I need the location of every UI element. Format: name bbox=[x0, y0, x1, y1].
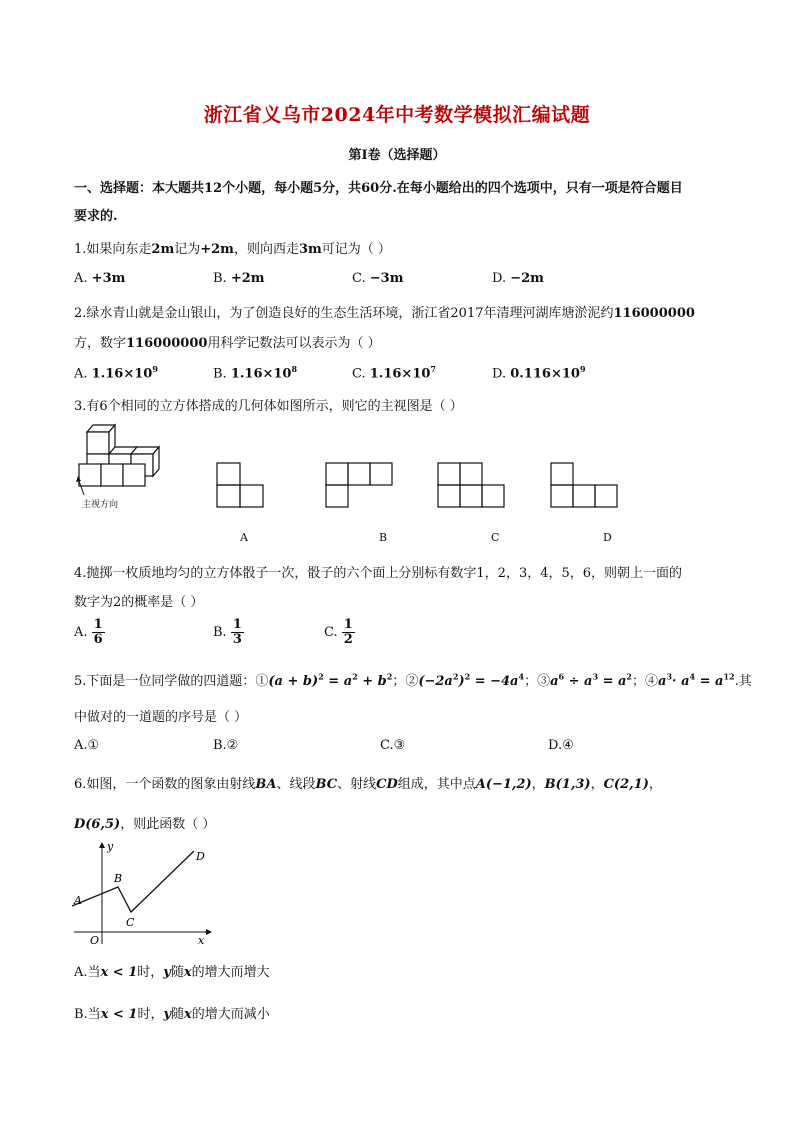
q6-option-a-x: x bbox=[183, 965, 192, 980]
q5-sep-3: ；④ bbox=[632, 674, 659, 689]
q6-option-b-text-4: 的增大而减小 bbox=[191, 1007, 270, 1022]
q6-option-b-condition: x < 1 bbox=[100, 1007, 138, 1022]
q6-option-a-y: y bbox=[163, 965, 171, 980]
q5-expr-3c: = a bbox=[598, 674, 627, 689]
x-axis-arrow bbox=[206, 929, 212, 935]
q4-option-a-numerator: 1 bbox=[93, 617, 103, 632]
q2-option-a-letter: A. bbox=[74, 366, 88, 382]
q5-option-d[interactable]: D.④ bbox=[548, 738, 574, 753]
graph-label-o: O bbox=[90, 934, 100, 947]
q6-option-b-text-3: 随 bbox=[171, 1007, 185, 1022]
q1-value-3: 3m bbox=[298, 242, 322, 257]
page-title: 浙江省义乌市2024年中考数学模拟汇编试题 bbox=[203, 104, 591, 126]
q5-expr-4c: = a bbox=[695, 674, 724, 689]
q6-option-a[interactable] bbox=[74, 961, 270, 980]
graph-label-d: D bbox=[196, 850, 205, 863]
q2-option-a[interactable] bbox=[74, 364, 158, 381]
q5-expr-2b: ) bbox=[458, 674, 465, 689]
q6-point-d: D(6,5) bbox=[74, 817, 121, 832]
q5-expr-3b: ÷ a bbox=[564, 674, 593, 689]
q2-option-c-base: 1.16×10 bbox=[369, 366, 431, 382]
q6-option-a-text-1: A.当 bbox=[74, 965, 101, 980]
q6-line2-text: ，则此函数（ ） bbox=[120, 817, 216, 832]
q2-number-2: 116000000 bbox=[126, 336, 208, 351]
q1-option-c[interactable] bbox=[352, 271, 403, 286]
q4-option-c-denominator: 2 bbox=[343, 632, 353, 647]
q5-option-c[interactable]: C.③ bbox=[380, 738, 406, 753]
question-4-line2: 数字为2的概率是（ ） bbox=[74, 595, 204, 610]
q6-comma-1: ， bbox=[531, 777, 545, 792]
question-6-line2 bbox=[74, 813, 215, 832]
q2-option-a-exp: 9 bbox=[152, 364, 158, 374]
graph-label-y: y bbox=[107, 840, 114, 853]
q6-option-a-condition: x < 1 bbox=[100, 965, 138, 980]
q6-option-a-text-3: 随 bbox=[170, 965, 184, 980]
q1-text-d: 可记为（ ） bbox=[321, 242, 391, 257]
q5-sep-2: ；③ bbox=[524, 674, 551, 689]
q6-option-b[interactable] bbox=[74, 1003, 270, 1022]
question-2-line2 bbox=[74, 332, 381, 351]
q2-text-b: 方，数字 bbox=[74, 336, 127, 351]
q2-option-c[interactable] bbox=[352, 364, 436, 381]
q3-view-direction-label: 主视方向 bbox=[82, 500, 119, 510]
q2-option-c-exp: 7 bbox=[430, 364, 436, 374]
q4-option-b[interactable] bbox=[213, 618, 244, 647]
graph-label-a: A bbox=[74, 894, 82, 907]
q2-option-d-exp: 9 bbox=[579, 364, 586, 374]
q6-option-b-text-1: B.当 bbox=[74, 1007, 101, 1022]
q6-option-a-text-2: 时， bbox=[137, 965, 164, 980]
q1-option-a-value: +3m bbox=[91, 271, 126, 286]
q4-option-c-fraction bbox=[342, 618, 355, 647]
q4-option-b-fraction bbox=[231, 618, 244, 647]
q2-option-d[interactable] bbox=[492, 364, 586, 381]
q6-function-graph bbox=[70, 840, 215, 950]
q6-text-3: 组成，其中点 bbox=[397, 777, 476, 792]
q1-option-b-value: +2m bbox=[230, 271, 265, 286]
q5-expr-2c: = −4a bbox=[470, 674, 519, 689]
q5-expr-1a: (a + b) bbox=[268, 674, 319, 689]
q2-option-b-letter: B. bbox=[213, 366, 227, 382]
y-axis-arrow bbox=[99, 842, 105, 848]
section-instruction-line2: 要求的. bbox=[74, 209, 118, 224]
q5-sep-1: ；② bbox=[392, 674, 419, 689]
q2-option-b[interactable] bbox=[213, 364, 297, 381]
q3-option-a-figure bbox=[217, 463, 263, 507]
question-5-line2: 中做对的一道题的序号是（ ） bbox=[74, 710, 248, 725]
q5-expr-1b: = a bbox=[323, 674, 353, 689]
q5-expr-4a: a bbox=[658, 674, 667, 689]
q1-value-1: 2m bbox=[151, 242, 175, 257]
q3-label-c[interactable]: C bbox=[491, 531, 500, 544]
q6-text-1: 、线段 bbox=[276, 777, 316, 792]
section-instruction-line1: 一、选择题：本大题共12个小题，每小题5分，共60分.在每小题给出的四个选项中，只有一项是符合题目 bbox=[74, 181, 683, 196]
q2-option-d-letter: D. bbox=[492, 366, 507, 382]
q2-text-a: 2.绿水青山就是金山银山，为了创造良好的生态生活环境，浙江省2017年清理河湖库塘淤泥约 bbox=[74, 306, 614, 321]
q6-option-b-y: y bbox=[163, 1007, 172, 1022]
q4-option-b-denominator: 3 bbox=[232, 632, 242, 647]
q4-option-c[interactable] bbox=[324, 618, 355, 647]
q5-option-a[interactable]: A.① bbox=[74, 738, 100, 753]
q6-ray-cd: CD bbox=[376, 777, 398, 792]
q1-option-d[interactable] bbox=[492, 271, 544, 286]
q6-point-b: B(1,3) bbox=[544, 777, 591, 792]
q1-option-c-value: −3m bbox=[369, 271, 404, 286]
q6-ray-ba: BA bbox=[255, 777, 277, 792]
q6-point-a: A(−1,2) bbox=[475, 777, 532, 792]
q6-option-b-x: x bbox=[184, 1007, 192, 1022]
graph-label-b: B bbox=[114, 872, 123, 885]
graph-label-c: C bbox=[126, 916, 135, 929]
question-5-line1: 5.下面是一位同学做的四道题：①(a + $b)^2 = a^2 + b^2$；$②(-2a^2)^2 = -4a^4$；$③a^6 \div a^3 = a^2$；$④a^3\cdot a^4 = a^{12}$.其 bbox=[74, 671, 752, 689]
question-1-stem bbox=[74, 238, 391, 257]
q3-figures bbox=[70, 420, 630, 550]
q1-option-a-letter: A. bbox=[74, 271, 88, 286]
q6-option-b-text-2: 时， bbox=[137, 1007, 164, 1022]
q5-expr-4b: · a bbox=[672, 674, 690, 689]
q4-option-a-letter: A. bbox=[74, 625, 88, 640]
q6-segment-bc: BC bbox=[315, 777, 338, 792]
q2-option-b-exp: 8 bbox=[291, 364, 298, 374]
q4-option-b-numerator: 1 bbox=[232, 617, 242, 632]
q1-option-d-value: −2m bbox=[510, 271, 544, 286]
q6-option-a-text-4: 的增大而增大 bbox=[191, 965, 270, 980]
q5-tail-text: .其 bbox=[734, 674, 752, 689]
q1-text-b: 记为 bbox=[174, 242, 201, 257]
q2-option-a-base: 1.16×10 bbox=[91, 366, 153, 382]
q4-option-a[interactable] bbox=[74, 618, 105, 647]
q4-option-a-denominator: 6 bbox=[93, 632, 103, 647]
q3-option-d-figure bbox=[551, 463, 617, 507]
q2-option-c-letter: C. bbox=[352, 366, 366, 382]
q2-option-d-base: 0.116×10 bbox=[510, 366, 580, 382]
q1-option-b-letter: B. bbox=[213, 271, 227, 286]
question-6-line1 bbox=[74, 773, 662, 792]
q2-number-1: 116000000 bbox=[613, 306, 695, 321]
q4-option-a-fraction bbox=[92, 618, 105, 647]
q5-lead-text: 5.下面是一位同学做的四道题：① bbox=[74, 674, 269, 689]
q1-text-c: ，则向西走 bbox=[233, 242, 299, 257]
q3-label-b[interactable]: B bbox=[379, 531, 388, 544]
q6-comma-3: ， bbox=[648, 777, 662, 792]
function-polyline bbox=[72, 851, 194, 912]
q4-option-c-letter: C. bbox=[324, 625, 338, 640]
q1-text-a: 1.如果向东走 bbox=[74, 242, 152, 257]
q3-label-a[interactable]: A bbox=[240, 531, 248, 544]
q6-point-c: C(2,1) bbox=[603, 777, 649, 792]
q3-label-d[interactable]: D bbox=[603, 531, 612, 544]
q5-expr-2a: (−2a bbox=[418, 674, 453, 689]
page-subtitle: 第Ⅰ卷（选择题） bbox=[348, 148, 446, 163]
q6-comma-2: ， bbox=[590, 777, 604, 792]
q3-option-c-figure bbox=[438, 463, 504, 507]
q4-option-c-numerator: 1 bbox=[343, 617, 353, 632]
q1-option-a[interactable] bbox=[74, 271, 125, 286]
q5-expr-1c: + b bbox=[357, 674, 387, 689]
q6-lead-text: 6.如图，一个函数的图象由射线 bbox=[74, 777, 256, 792]
q5-expr-3a: a bbox=[550, 674, 559, 689]
q1-value-2: +2m bbox=[200, 242, 234, 257]
q1-option-b[interactable] bbox=[213, 271, 265, 286]
q2-option-b-base: 1.16×10 bbox=[230, 366, 292, 382]
q1-option-c-letter: C. bbox=[352, 271, 366, 286]
q6-text-2: 、射线 bbox=[337, 777, 377, 792]
graph-label-x: x bbox=[198, 934, 205, 947]
question-2-line1 bbox=[74, 302, 695, 321]
question-3-stem: 3.有6个相同的立方体搭成的几何体如图所示，则它的主视图是（ ） bbox=[74, 399, 463, 414]
q4-option-b-letter: B. bbox=[213, 625, 227, 640]
question-4-line1: 4.抛掷一枚质地均匀的立方体骰子一次，骰子的六个面上分别标有数字1，2，3，4，5，6，则朝上一面的 bbox=[74, 566, 683, 581]
q2-text-c: 用科学记数法可以表示为（ ） bbox=[207, 336, 381, 351]
q5-option-b[interactable]: B.② bbox=[213, 738, 239, 753]
q3-option-b-figure bbox=[326, 463, 392, 507]
q3-solid-figure bbox=[79, 425, 159, 486]
q1-option-d-letter: D. bbox=[492, 271, 507, 286]
